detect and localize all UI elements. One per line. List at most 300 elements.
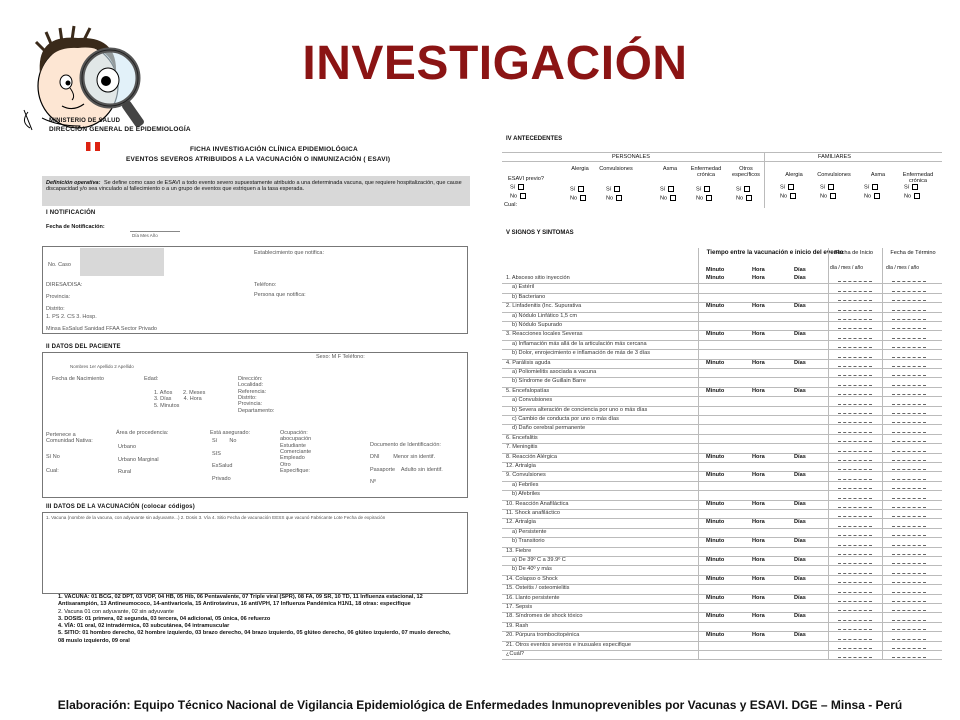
personal-no-checkbox[interactable]: No	[606, 195, 622, 202]
time-unit-label: Minuto	[706, 472, 725, 479]
time-unit-label: Minuto	[706, 359, 725, 366]
section-notification: I NOTIFICACIÓN	[46, 210, 96, 216]
symptom-label: 3. Reacciones locales Severas	[506, 331, 583, 338]
symptom-row	[502, 650, 942, 659]
symptom-label: 1. Absceso sitio inyección	[506, 275, 570, 281]
time-unit-label: Minuto	[706, 594, 725, 601]
date-field[interactable]	[838, 545, 872, 546]
table-column-divider	[698, 248, 699, 659]
days-header: Días	[794, 267, 806, 273]
time-unit-label: Días	[794, 387, 806, 394]
case-number-label: No. Caso	[48, 262, 71, 268]
date-field[interactable]	[838, 291, 872, 292]
symptom-label: a) Estéril	[512, 284, 535, 291]
date-field[interactable]	[892, 592, 926, 593]
time-unit-label: Hora	[752, 275, 765, 281]
symptom-label: a) Inflamación más allá de la articulación más cercana	[512, 340, 647, 347]
footer-credit: Elaboración: Equipo Técnico Nacional de Vigilancia Epidemiológica de Enfermedades Inmunoprevenibles por Vacunas y ESAVI. DGE – Minsa - Perú	[57, 698, 903, 712]
symptom-row	[502, 424, 942, 433]
symptom-label: a) Convulsiones	[512, 397, 553, 404]
symptom-label: b) Dolor, enrojecimiento e inflamación de más de 3 días	[512, 350, 651, 357]
personal-si-checkbox[interactable]: Sí	[606, 186, 620, 193]
address-fields[interactable]: Dirección: Localidad: Referencia: Distrito: Provincia: Departamento:	[238, 376, 275, 414]
date-field[interactable]	[892, 460, 926, 461]
end-date-format: día / mes / año	[886, 265, 920, 271]
family-si-checkbox[interactable]: Sí	[820, 184, 834, 191]
family-no-checkbox[interactable]: No	[820, 193, 836, 200]
symptom-label: a) Febriles	[512, 481, 539, 488]
symptom-label: ¿Cuál?	[506, 651, 525, 657]
symptom-row	[502, 556, 942, 565]
personal-no-checkbox[interactable]: No	[570, 195, 586, 202]
date-field[interactable]	[838, 507, 872, 508]
birth-date-label: Fecha de Nacimiento	[52, 376, 104, 382]
time-unit-label: Minuto	[706, 613, 725, 620]
esavi-investigation-form-right	[502, 136, 944, 666]
names-label: Nombres 1er Apellido 2 Apellido	[70, 364, 134, 369]
date-field[interactable]	[892, 357, 926, 358]
time-unit-label: Hora	[752, 575, 765, 582]
family-no-checkbox[interactable]: No	[904, 193, 920, 200]
symptom-label: a) De 39º C a 39.9º C	[512, 557, 566, 563]
time-unit-label: Minuto	[706, 575, 725, 582]
occupation-options[interactable]: Ocupación: abocupación Estudiante Comerciante Empleado Otro Especifique:	[280, 430, 312, 474]
date-field[interactable]	[892, 479, 926, 480]
esavi-previous-cual: Cual:	[504, 202, 518, 208]
symptom-row	[502, 293, 942, 302]
personal-si-checkbox[interactable]: Sí	[570, 186, 584, 193]
code-note-route: 4. VÍA: 01 oral, 02 intradérmica, 03 subcutánea, 04 intramuscular	[58, 623, 230, 630]
personal-si-checkbox[interactable]: Sí	[660, 186, 674, 193]
symptom-row	[502, 377, 942, 386]
date-field[interactable]	[838, 328, 872, 329]
start-date-format: día / mes / año	[830, 265, 864, 271]
hour-header: Hora	[752, 267, 765, 273]
symptom-label: 6. Encefalitis	[506, 434, 538, 441]
table-column-divider	[882, 248, 883, 659]
symptom-label: 19. Rash	[506, 622, 529, 629]
date-field[interactable]	[838, 441, 872, 442]
date-field[interactable]	[892, 404, 926, 405]
symptom-row	[502, 528, 942, 537]
symptom-row	[502, 547, 942, 556]
origin-area-label: Área de procedencia:	[116, 430, 169, 436]
form-title-1: FICHA INVESTIGACIÓN CLÍNICA EPIDEMIOLÓGICA	[190, 146, 358, 153]
date-field[interactable]	[892, 554, 926, 555]
family-si-checkbox[interactable]: Sí	[780, 184, 794, 191]
date-field[interactable]	[892, 488, 926, 489]
age-unit-options[interactable]: 1. Años 2. Meses 3. Días 4. Hora 5. Minutos	[154, 390, 206, 409]
date-field[interactable]	[892, 526, 926, 527]
native-community-label: Pertenece a Comunidad Nativa:	[46, 432, 93, 445]
esavi-previous-no[interactable]: No	[510, 193, 526, 200]
date-field[interactable]	[892, 347, 926, 348]
symptom-row	[502, 518, 942, 527]
symptom-row	[502, 481, 942, 490]
date-field[interactable]	[838, 310, 872, 311]
time-unit-label: Hora	[752, 519, 765, 526]
date-field[interactable]	[838, 498, 872, 499]
symptom-row	[502, 340, 942, 349]
symptom-label: a) Poliomielitis asociada a vacuna	[512, 369, 597, 375]
personal-col-header: Enfermedad crónica	[690, 166, 722, 179]
symptom-label: a) Nódulo Linfático 1,5 cm	[512, 312, 577, 319]
minute-header: Minuto	[706, 267, 725, 273]
time-unit-label: Días	[794, 632, 806, 639]
symptom-row	[502, 622, 942, 631]
symptom-row	[502, 302, 942, 311]
date-field[interactable]	[838, 300, 872, 301]
insurance-options[interactable]: Sí No SIS EsSalud Privado	[212, 438, 237, 482]
date-field[interactable]	[892, 573, 926, 574]
symptom-row	[502, 603, 942, 612]
id-document-options[interactable]: DNI Menor sin identif. Pasaporte Adulto sin identif. Nº	[370, 454, 443, 486]
vaccination-columns: 1. Vacuna (nombre de la vacuna, con adyuvante sin adyuvante...) 2. Dosis 3. Vía 4. Sitio Fecha de vacunación EESS que vacunó Fabricante Lote Fecha de expiración	[46, 515, 386, 520]
date-field[interactable]	[892, 516, 926, 517]
time-unit-label: Días	[794, 275, 806, 281]
notification-date-label: Fecha de Notificación:	[46, 224, 105, 230]
native-community-yes-no[interactable]: Sí No	[46, 454, 60, 460]
date-field[interactable]	[838, 639, 872, 640]
section-signs-symptoms: V SIGNOS Y SINTOMAS	[506, 230, 574, 236]
code-note-dose: 3. DOSIS: 01 primera, 02 segunda, 03 tercera, 04 adicional, 05 única, 06 refuerzo	[58, 615, 271, 622]
symptom-label: b) Nódulo Supurado	[512, 322, 563, 328]
symptom-row	[502, 283, 942, 292]
symptom-row	[502, 509, 942, 518]
notification-date-field[interactable]	[130, 231, 180, 232]
date-field[interactable]	[838, 479, 872, 480]
date-field[interactable]	[892, 310, 926, 311]
date-field[interactable]	[838, 610, 872, 611]
date-field[interactable]	[892, 291, 926, 292]
section-vaccination: III DATOS DE LA VACUNACIÓN (colocar códigos)	[46, 504, 195, 510]
age-label: Edad:	[144, 376, 159, 382]
esavi-previous-si[interactable]: Sí	[510, 184, 524, 191]
symptom-label: b) Afebriles	[512, 491, 540, 498]
id-document-label: Documento de Identificación:	[370, 442, 441, 448]
date-field[interactable]	[838, 563, 872, 564]
family-history-header: FAMILIARES	[818, 154, 851, 160]
date-field[interactable]	[892, 629, 926, 630]
date-field[interactable]	[838, 319, 872, 320]
vaccination-table	[42, 512, 468, 594]
date-field[interactable]	[838, 629, 872, 630]
time-unit-label: Días	[794, 594, 806, 601]
time-unit-label: Hora	[752, 594, 765, 601]
symptom-label: c) Cambio de conducta por uno o más días	[512, 416, 619, 422]
symptom-row	[502, 584, 942, 593]
date-field[interactable]	[838, 469, 872, 470]
symptom-label: 20. Púrpura trombocitopénica	[506, 632, 580, 639]
date-field[interactable]	[892, 328, 926, 329]
time-unit-label: Hora	[752, 472, 765, 479]
person-notifies-label: Persona que notifica:	[254, 292, 306, 298]
date-field[interactable]	[838, 385, 872, 386]
family-col-header: Asma	[870, 172, 886, 178]
date-field[interactable]	[838, 413, 872, 414]
time-unit-label: Días	[794, 557, 806, 563]
time-unit-label: Hora	[752, 613, 765, 620]
personal-col-header: Alergia	[571, 166, 589, 172]
time-unit-label: Minuto	[706, 331, 725, 338]
symptom-label: 15. Osteitis / osteomielitis	[506, 585, 570, 592]
time-unit-label: Hora	[752, 632, 765, 639]
symptom-row	[502, 594, 942, 603]
code-note-vaccine: 1. VACUNA: 01 BCG, 02 DPT, 03 VOP, 04 HB, 05 Hib, 06 Pentavalente, 07 Triple viral (SPR), 08 FA, 09 SR, 10 TD, 11 Influenza estacional, 12 Antisarampión, 13 Antineumococo, 14-antivaricela, 15 Antirotavirus, 16 antiVPH, 17 Influenza Pandémica H1N1, 18 otras: especifique	[58, 594, 423, 608]
personal-col-header: Asma	[662, 166, 678, 172]
family-col-header: Convulsiones	[817, 172, 851, 178]
direction-label: DIRECCIÓN GENERAL DE EPIDEMIOLOGÍA	[49, 126, 191, 133]
date-field[interactable]	[892, 563, 926, 564]
date-field[interactable]	[838, 592, 872, 593]
peru-flag-icon	[86, 142, 100, 151]
date-field[interactable]	[838, 526, 872, 527]
date-field[interactable]	[892, 610, 926, 611]
date-field[interactable]	[892, 432, 926, 433]
date-field[interactable]	[838, 451, 872, 452]
symptom-label: 9. Convulsiones	[506, 472, 546, 479]
date-field[interactable]	[838, 601, 872, 602]
insured-label: Está asegurado:	[210, 430, 251, 436]
date-field[interactable]	[838, 657, 872, 658]
date-field[interactable]	[838, 404, 872, 405]
symptom-row	[502, 434, 942, 443]
date-field[interactable]	[892, 657, 926, 658]
vaccine-code-notes	[58, 594, 458, 645]
diresa-label: DIRESA/DISA:	[46, 282, 83, 288]
personal-si-checkbox[interactable]: Sí	[736, 186, 750, 193]
date-format-hint: Día Mes Año	[132, 233, 158, 238]
phone-label: Teléfono:	[254, 282, 277, 288]
symptom-label: 21. Otros eventos severos e inusuales especifique	[506, 641, 631, 648]
symptom-label: 10. Reacción Anafiláctica	[506, 500, 569, 507]
symptom-row	[502, 612, 942, 621]
establishment-label: Establecimiento que notifica:	[254, 250, 325, 256]
family-col-header: Alergia	[785, 172, 803, 178]
symptom-row	[502, 443, 942, 452]
symptom-row	[502, 641, 942, 650]
sex-phone-label: Sexo: M F Teléfono:	[316, 354, 365, 360]
date-field[interactable]	[838, 422, 872, 423]
symptom-label: 12. Artralgia	[506, 519, 536, 526]
origin-area-options[interactable]: Urbano Urbano Marginal Rural	[118, 444, 159, 476]
time-unit-label: Hora	[752, 500, 765, 507]
personal-no-checkbox[interactable]: No	[736, 195, 752, 202]
family-si-checkbox[interactable]: Sí	[864, 184, 878, 191]
date-field[interactable]	[892, 319, 926, 320]
symptom-row	[502, 490, 942, 499]
time-unit-label: Minuto	[706, 519, 725, 526]
date-field[interactable]	[838, 357, 872, 358]
date-field[interactable]	[892, 366, 926, 367]
end-date-header: Fecha de Término	[890, 250, 936, 256]
detective-magnifier-illustration	[18, 14, 156, 132]
symptom-label: 18. Síndromes de shock tóxico	[506, 613, 583, 620]
symptom-row	[502, 453, 942, 462]
symptom-row	[502, 368, 942, 377]
native-community-which: Cual:	[46, 468, 59, 474]
date-field[interactable]	[892, 507, 926, 508]
date-field[interactable]	[892, 469, 926, 470]
date-field[interactable]	[892, 441, 926, 442]
symptom-label: 4. Parálisis aguda	[506, 359, 551, 366]
date-field[interactable]	[892, 582, 926, 583]
symptom-row	[502, 565, 942, 574]
date-field[interactable]	[838, 535, 872, 536]
date-field[interactable]	[838, 347, 872, 348]
slide-title: INVESTIGACIÓN	[302, 37, 688, 90]
personal-no-checkbox[interactable]: No	[696, 195, 712, 202]
date-field[interactable]	[838, 648, 872, 649]
symptom-row	[502, 406, 942, 415]
definition-text: Se define como caso de ESAVI a todo evento severo supuestamente atribuido a una determinada vacuna, que requiere hospitalización, que cause discapacidad y/o sea vinculado al fallecimiento o a un grupo de eventos que estriquen a la tasa esperada.	[46, 180, 462, 193]
symptom-label: 16. Llanto persistente	[506, 594, 560, 601]
personal-col-header: Convulsiones	[599, 166, 633, 172]
time-unit-label: Hora	[752, 453, 765, 460]
symptom-row	[502, 471, 942, 480]
start-date-header: Fecha de Inicio	[835, 250, 873, 256]
time-unit-label: Días	[794, 519, 806, 526]
symptom-label: b) Transitorio	[512, 538, 545, 545]
time-unit-label: Minuto	[706, 500, 725, 507]
section-antecedents: IV ANTECEDENTES	[506, 136, 563, 142]
date-field[interactable]	[892, 300, 926, 301]
definition-label: Definición operativa:	[46, 180, 101, 186]
symptom-row	[502, 462, 942, 471]
date-field[interactable]	[838, 375, 872, 376]
time-unit-label: Días	[794, 453, 806, 460]
date-field[interactable]	[892, 498, 926, 499]
symptom-label: 8. Reacción Alérgica	[506, 453, 557, 460]
code-note-site: 5. SITIO: 01 hombro derecho, 02 hombre izquierdo, 03 brazo derecho, 04 brazo izquierdo, 05 glúteo derecho, 06 glúteo izquierdo, 07 muslo derecho, 08 muslo izquierdo, 09 oral	[58, 630, 451, 644]
ministry-label: MINISTERIO DE SALUD	[49, 118, 121, 124]
symptom-row	[502, 415, 942, 424]
date-field[interactable]	[838, 366, 872, 367]
symptom-label: 2. Linfadenitis (Inc. Supurativa	[506, 303, 582, 310]
time-unit-label: Días	[794, 472, 806, 479]
family-si-checkbox[interactable]: Sí	[904, 184, 918, 191]
family-col-header: Enfermedad crónica	[902, 172, 934, 185]
date-field[interactable]	[892, 338, 926, 339]
symptom-row	[502, 321, 942, 330]
symptom-label: b) Síndrome de Guillain Barre	[512, 378, 586, 385]
symptom-label: 14. Colapso o Shock	[506, 575, 558, 582]
symptom-row	[502, 575, 942, 584]
date-field[interactable]	[892, 545, 926, 546]
time-unit-label: Hora	[752, 359, 765, 366]
time-unit-label: Días	[794, 575, 806, 582]
form-title-2: EVENTOS SEVEROS ATRIBUIDOS A LA VACUNACIÓN O INMUNIZACIÓN ( ESAVI)	[126, 156, 391, 163]
date-field[interactable]	[892, 281, 926, 282]
symptom-label: a) Persistente	[512, 528, 547, 535]
date-field[interactable]	[892, 422, 926, 423]
time-unit-label: Días	[794, 359, 806, 366]
time-unit-label: Hora	[752, 387, 765, 394]
date-field[interactable]	[838, 338, 872, 339]
time-unit-label: Hora	[752, 557, 765, 563]
esavi-investigation-form-left	[40, 118, 472, 596]
date-field[interactable]	[838, 516, 872, 517]
date-field[interactable]	[892, 375, 926, 376]
time-unit-label: Días	[794, 500, 806, 507]
time-unit-label: Hora	[752, 331, 765, 338]
symptom-label: 17. Sepsis	[506, 604, 533, 610]
date-field[interactable]	[892, 413, 926, 414]
table-column-divider	[828, 248, 829, 659]
date-field[interactable]	[838, 582, 872, 583]
date-field[interactable]	[892, 639, 926, 640]
date-field[interactable]	[838, 281, 872, 282]
code-note-adjuvant: 2. Vacuna 01 con adyuvante, 02 sin adyuvante	[58, 608, 174, 615]
date-field[interactable]	[838, 432, 872, 433]
date-field[interactable]	[892, 601, 926, 602]
personal-no-checkbox[interactable]: No	[660, 195, 676, 202]
symptom-label: 12. Artralgia	[506, 463, 536, 469]
symptom-label: d) Daño cerebral permanente	[512, 425, 586, 432]
time-unit-label: Minuto	[706, 275, 725, 281]
date-field[interactable]	[838, 394, 872, 395]
personal-col-header: Otros específicos	[732, 166, 760, 179]
family-no-checkbox[interactable]: No	[780, 193, 796, 200]
time-to-event-header: Tiempo entre la vacunación e inicio del evento	[706, 249, 844, 256]
symptom-label: 5. Encefalopatías	[506, 387, 550, 394]
symptom-label: b) De 40º y más	[512, 566, 552, 573]
district-label: Distrito:	[46, 306, 65, 312]
time-unit-label: Días	[794, 613, 806, 620]
time-unit-label: Minuto	[706, 632, 725, 639]
personal-si-checkbox[interactable]: Sí	[696, 186, 710, 193]
symptom-label: 13. Fiebre	[506, 547, 532, 554]
time-unit-label: Días	[794, 303, 806, 310]
date-field[interactable]	[892, 394, 926, 395]
symptom-row	[502, 349, 942, 358]
symptom-row	[502, 631, 942, 640]
date-field[interactable]	[838, 620, 872, 621]
case-number-field[interactable]	[80, 248, 164, 276]
date-field[interactable]	[838, 573, 872, 574]
symptom-row	[502, 396, 942, 405]
date-field[interactable]	[892, 620, 926, 621]
sector-options[interactable]: Minsa EsSalud Sanidad FFAA Sector Privado	[46, 326, 157, 332]
date-field[interactable]	[838, 488, 872, 489]
date-field[interactable]	[838, 554, 872, 555]
symptom-label: b) Severa alteración de conciencia por uno o más días	[512, 406, 648, 413]
symptom-row	[502, 387, 942, 396]
symptom-row	[502, 330, 942, 339]
date-field[interactable]	[892, 648, 926, 649]
personal-history-header: PERSONALES	[612, 154, 650, 160]
time-unit-label: Días	[794, 538, 806, 545]
date-field[interactable]	[892, 451, 926, 452]
time-unit-label: Minuto	[706, 557, 725, 563]
symptom-row	[502, 537, 942, 546]
time-unit-label: Minuto	[706, 453, 725, 460]
esavi-previous-label: ESAVI previo?	[508, 176, 544, 182]
symptom-label: b) Bacteriano	[512, 293, 546, 300]
symptom-label: 11. Shock anafiláctico	[506, 510, 561, 516]
establishment-type-options[interactable]: 1. PS 2. CS 3. Hosp.	[46, 314, 97, 320]
date-field[interactable]	[892, 535, 926, 536]
time-unit-label: Días	[794, 331, 806, 338]
date-field[interactable]	[892, 385, 926, 386]
province-label: Provincia:	[46, 294, 71, 300]
time-unit-label: Hora	[752, 303, 765, 310]
date-field[interactable]	[838, 460, 872, 461]
section-patient: II DATOS DEL PACIENTE	[46, 344, 121, 350]
family-no-checkbox[interactable]: No	[864, 193, 880, 200]
symptom-row	[502, 274, 942, 283]
time-unit-label: Minuto	[706, 387, 725, 394]
